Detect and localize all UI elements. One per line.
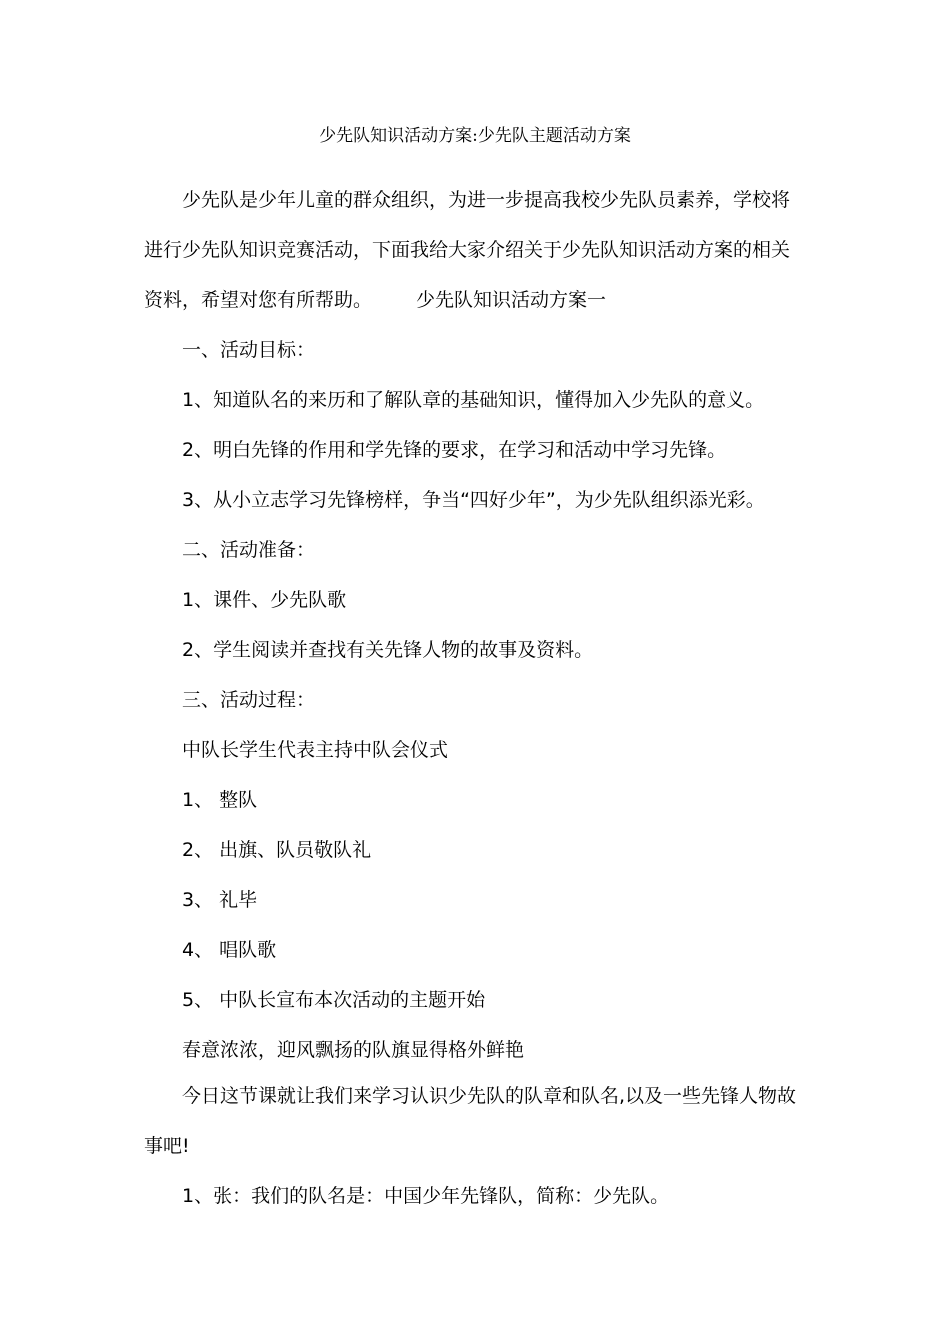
heading-preparation: 二、活动准备： [182, 539, 316, 561]
section-heading-plan-one: 少先队知识活动方案一 [416, 289, 607, 311]
process-item-1: 1、 整队 [182, 789, 258, 811]
intro-line-1: 少先队是少年儿童的群众组织，为进一步提高我校少先队员素养，学校将 [182, 189, 791, 211]
spring-line: 春意浓浓，迎风飘扬的队旗显得格外鲜艳 [182, 1039, 525, 1061]
prep-item-2: 2、学生阅读并查找有关先锋人物的故事及资料。 [182, 639, 594, 661]
dialogue-item-1: 1、张：我们的队名是：中国少年先锋队，简称：少先队。 [182, 1185, 670, 1207]
process-intro: 中队长学生代表主持中队会仪式 [182, 739, 449, 761]
goal-item-3: 3、从小立志学习先锋榜样，争当“四好少年”，为少先队组织添光彩。 [182, 489, 765, 511]
prep-item-1: 1、课件、少先队歌 [182, 589, 347, 611]
goal-item-1: 1、知道队名的来历和了解队章的基础知识，懂得加入少先队的意义。 [182, 389, 765, 411]
heading-goals: 一、活动目标： [182, 339, 316, 361]
goal-item-2: 2、明白先锋的作用和学先锋的要求，在学习和活动中学习先锋。 [182, 439, 727, 461]
process-item-4: 4、 唱队歌 [182, 939, 277, 961]
document-title: 少先队知识活动方案:少先队主题活动方案 [319, 126, 631, 146]
heading-process: 三、活动过程： [182, 689, 316, 711]
body-lines [144, 325, 814, 1075]
outro-line-2: 事吧! [144, 1135, 190, 1157]
process-item-5: 5、 中队长宣布本次活动的主题开始 [182, 989, 486, 1011]
outro-paragraph [144, 1071, 814, 1221]
process-item-2: 2、 出旗、队员敬队礼 [182, 839, 372, 861]
intro-line-3 [144, 275, 814, 325]
intro-line-2: 进行少先队知识竞赛活动，下面我给大家介绍关于少先队知识活动方案的相关 [144, 239, 791, 261]
intro-line-3-text: 资料，希望对您有所帮助。 [144, 289, 373, 311]
outro-line-1: 今日这节课就让我们来学习认识少先队的队章和队名,以及一些先锋人物故 [182, 1085, 797, 1107]
intro-paragraph [144, 175, 814, 325]
process-item-3: 3、 礼毕 [182, 889, 258, 911]
